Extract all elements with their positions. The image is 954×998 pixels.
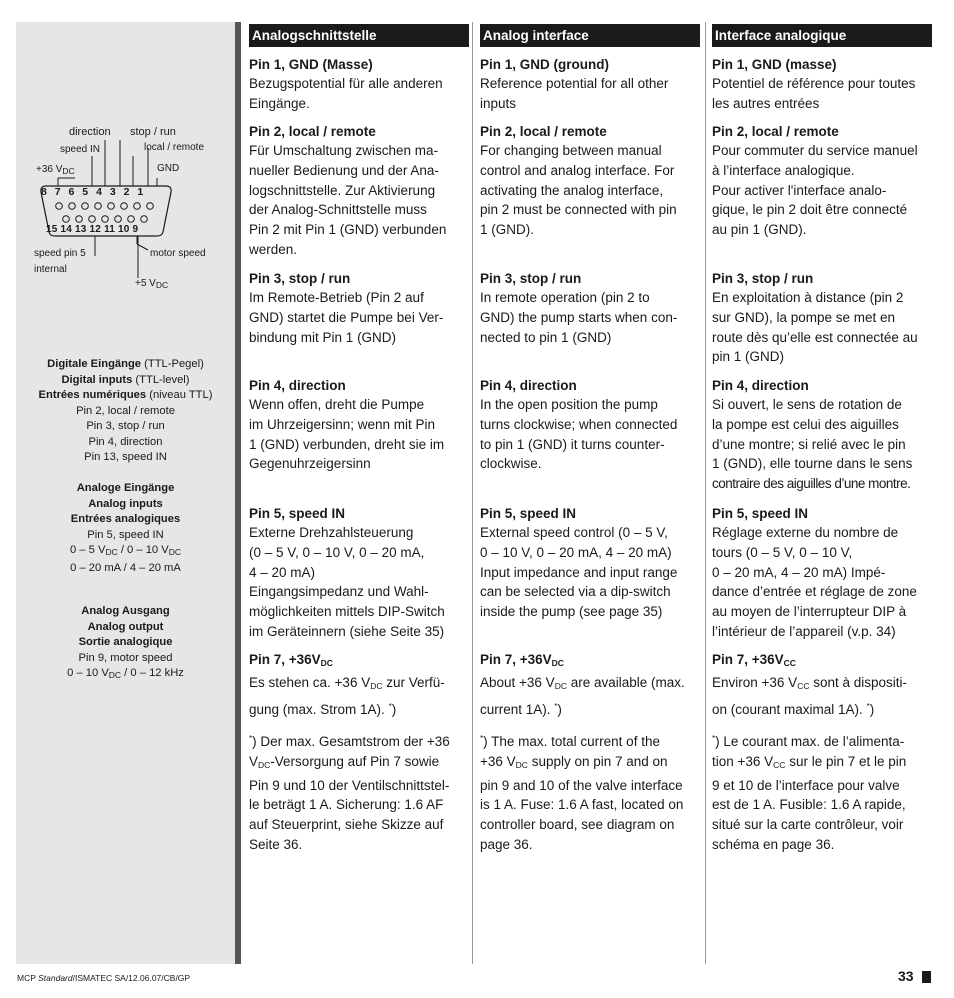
pin5-text: Externe Drehzahlsteuerung (0 – 5 V, 0 – 10 V, 0 – 20 mA, 4 – 20 mA) Eingangsimpedanz und Wahl- möglichkeiten mittels DIP-Switch im Geräteinnern (siehe Seite 35) [249, 525, 445, 639]
digital-pin: Pin 13, speed IN [84, 451, 167, 463]
bottom-pin-numbers [46, 224, 138, 235]
pin1-title: Pin 1, GND (masse) [712, 57, 837, 72]
footnote [249, 729, 471, 855]
label-internal: internal [34, 264, 67, 275]
pin-number: 12 [89, 224, 102, 235]
pin5-text: Réglage externe du nombre de tours (0 – 5 V, 0 – 10 V, 0 – 20 mA, 4 – 20 mA) Impé- dance d’entrée et réglage de zone au moyen de l’interrupteur DIP à l’intérieur de l’appareil (v.p. 34) [712, 525, 917, 639]
analog-in-title-de: Analoge Eingänge [76, 482, 175, 494]
pin5-title: Pin 5, speed IN [480, 506, 577, 521]
pin7-title: Pin 7, $+36V_{DC}$ [480, 652, 564, 668]
pin5-section [480, 504, 702, 622]
connector-diagram [30, 120, 230, 300]
analog-out-title-fr: Sortie analogique [78, 636, 173, 648]
pin-number: 1 [137, 186, 146, 198]
pin4-section [249, 376, 471, 474]
pin3-text: In remote operation (pin 2 to GND) the pump starts when con- nected to pin 1 (GND) [480, 290, 678, 345]
column-header: Analog interface [480, 24, 700, 47]
analog-output-block [16, 604, 235, 684]
pin1-title: Pin 1, GND (ground) [480, 57, 609, 72]
pin7-text: Es stehen ca. +36 $V_{DC}$ zur Verfü- gung (max. Strom 1A). *) [249, 675, 445, 717]
pin3-title: Pin 3, stop / run [249, 271, 351, 286]
pin2-title: Pin 2, local / remote [480, 124, 607, 139]
pin5-text: External speed control (0 – 5 V, 0 – 10 V, 0 – 20 mA, 4 – 20 mA) Input impedance and input range can be selected via a dip-switch inside the pump (see page 35) [480, 525, 678, 620]
pin2-section [712, 122, 934, 240]
label-motor-speed: motor speed [150, 248, 206, 259]
analog-inputs-block [16, 481, 235, 576]
analog-in-title-fr: Entrées analogiques [70, 513, 181, 525]
pin4-title: Pin 4, direction [249, 378, 346, 393]
pin1-section [480, 55, 702, 114]
label-speed-pin5: speed pin 5 [34, 248, 86, 259]
pin1-section [712, 55, 934, 114]
pin4-text: Si ouvert, le sens de rotation de la pompe est celui des aiguilles d’une montre; si relié avec le pin 1 (GND), elle tourne dans le sens [712, 397, 913, 472]
pin-number: 14 [60, 224, 73, 235]
pin4-section [712, 376, 934, 494]
sidebar-rule [235, 22, 241, 964]
pin7-section [249, 650, 471, 720]
column-header: Interface analogique [712, 24, 932, 47]
pin1-text: Reference potential for all other inputs [480, 76, 669, 111]
pin5-title: Pin 5, speed IN [712, 506, 809, 521]
label-local-remote: local / remote [144, 142, 205, 153]
pin1-title: Pin 1, GND (Masse) [249, 57, 373, 72]
pin-number: 4 [96, 186, 105, 198]
pin2-section [249, 122, 471, 260]
pin2-text: For changing between manual control and analog interface. For activating the analog interface, pin 2 must be connected with pin 1 (GND). [480, 143, 677, 238]
pin3-title: Pin 3, stop / run [480, 271, 582, 286]
pin1-text: Potentiel de référence pour toutes les autres entrées [712, 76, 916, 111]
pin-number: 5 [82, 186, 91, 198]
pin3-text: Im Remote-Betrieb (Pin 2 auf GND) startet die Pumpe bei Ver- bindung mit Pin 1 (GND) [249, 290, 444, 345]
column-header: Analogschnittstelle [249, 24, 469, 47]
pin7-title: Pin 7, $+36V_{DC}$ [249, 652, 333, 668]
pin2-section [480, 122, 702, 240]
label-stop-run: stop / run [130, 126, 176, 138]
pin-number: 2 [123, 186, 132, 198]
digital-pin: Pin 2, local / remote [76, 404, 175, 417]
pin5-section [249, 504, 471, 642]
analog-in-range-voltage: 0 – 5 $V_{DC} / 0 - 10$ $V_{DC}$ [69, 544, 181, 557]
column-english [480, 24, 700, 852]
pin-number: 9 [132, 224, 139, 235]
analog-in-title-en: Analog inputs [88, 497, 163, 510]
footer-document-reference: MCP Standard/ISMATEC SA/12.06.07/CB/GP [17, 973, 191, 983]
analog-in-range-current: 0 – 20 mA / 4 – 20 mA [70, 561, 181, 574]
pin1-text: Bezugspotential für alle anderen Eingänge. [249, 76, 443, 111]
label-plus36v: +36 $V_{DC}$ [36, 164, 75, 176]
pin4-section [480, 376, 702, 474]
pin-number: 13 [75, 224, 87, 235]
pin3-text: En exploitation à distance (pin 2 sur GND), la pompe se met en route dès qu’elle est connectée au pin 1 (GND) [712, 290, 918, 365]
footnote-text: *) The max. total current of the +36 $V_{DC}$ supply on pin 7 and on pin 9 and 10 of the valve interface is 1 A. Fuse: 1.6 A fast, located on controller board, see diagram on page 36. [480, 734, 684, 852]
analog-out-title-de: Analog Ausgang [81, 605, 170, 617]
pin-number: 6 [68, 186, 77, 198]
pin-number: 7 [54, 186, 64, 198]
analog-out-range: 0 – 10 $V_{DC} / 0 - 12$ kHz [67, 667, 184, 680]
footnote [480, 729, 702, 855]
pin7-title: Pin 7, $+36V_{CC}$ [712, 652, 796, 668]
digital-title-de: Digitale Eingänge (TTL-Pegel) [47, 358, 204, 370]
pin3-section [249, 269, 471, 347]
page-marker-square [922, 971, 931, 983]
digital-title-fr: Entrées numériques (niveau TTL) [38, 389, 213, 401]
label-plus5v: +5 $V_{DC}$ [135, 278, 169, 290]
digital-title-en: Digital inputs (TTL-level) [61, 373, 190, 386]
pin5-title: Pin 5, speed IN [249, 506, 346, 521]
page-number: 33 [898, 968, 914, 984]
top-pin-numbers [41, 186, 146, 198]
footnote-text: *) Der max. Gesamtstrom der +36 $V_{DC}$-Versorgung auf Pin 7 sowie Pin 9 und 10 der Ventilschnittstel- le beträgt 1 A. Sicherung: 1.6 AF auf Steuerprint, siehe Skizze auf Seite 36. [249, 734, 450, 852]
column-french [712, 24, 932, 852]
pin-number: 15 [46, 224, 58, 235]
pin4-text: In the open position the pump turns clockwise; when connected to pin 1 (GND) it turns counter- clockwise. [480, 397, 678, 472]
footnote [712, 729, 934, 855]
pin7-section [480, 650, 702, 720]
pin4-text-last-line: contraire des aiguilles d’une montre. [712, 476, 911, 492]
digital-pin: Pin 3, stop / run [86, 420, 165, 432]
column-german [249, 24, 469, 852]
footnote-text: *) Le courant max. de l’alimenta- tion +36 $V_{CC}$ sur le pin 7 et le pin 9 et 10 de l’interface pour valve est de 1 A. Fusible: 1.6 A rapide, situé sur la carte contrôleur, voir schéma en page 36. [712, 734, 907, 852]
pin3-title: Pin 3, stop / run [712, 271, 814, 286]
digital-inputs-block [16, 357, 235, 466]
pin4-text: Wenn offen, dreht die Pumpe im Uhrzeigersinn; wenn mit Pin 1 (GND) verbunden, dreht sie im Gegenuhrzeigersinn [249, 397, 445, 472]
pin7-text: Environ +36 $V_{CC}$ sont à dispositi- on (courant maximal 1A). *) [712, 675, 908, 717]
pin4-title: Pin 4, direction [712, 378, 809, 393]
pin2-title: Pin 2, local / remote [249, 124, 376, 139]
pin2-text: Für Umschaltung zwischen ma- nueller Bedienung und der Ana- logschnittstelle. Zur Aktivierung der Analog-Schnittstelle muss Pin 2 mit Pin 1 (GND) verbunden werden. [249, 143, 447, 257]
pin-number: 10 [118, 224, 130, 235]
label-direction: direction [69, 126, 111, 138]
pin1-section [249, 55, 471, 114]
pin2-text: Pour commuter du service manuel à l’interface analogique. Pour activer l'interface analo- gique, le pin 2 doit être connecté au pin 1 (GND). [712, 143, 918, 238]
label-speed-in: speed IN [60, 144, 101, 155]
pin7-text: About +36 $V_{DC}$ are available (max. current 1A). *) [480, 675, 685, 717]
pin-number: 3 [109, 186, 119, 198]
pin3-section [712, 269, 934, 367]
label-gnd: GND [157, 163, 180, 174]
pin3-section [480, 269, 702, 347]
column-divider [472, 22, 473, 964]
analog-out-pin: Pin 9, motor speed [78, 651, 173, 664]
pin2-title: Pin 2, local / remote [712, 124, 839, 139]
pin-number: 8 [41, 186, 50, 198]
analog-out-title-en: Analog output [87, 620, 164, 633]
pin-number: 11 [104, 224, 116, 235]
analog-in-pin: Pin 5, speed IN [87, 528, 164, 541]
pin5-section [712, 504, 934, 642]
column-divider [705, 22, 706, 964]
pin7-section [712, 650, 934, 720]
digital-pin: Pin 4, direction [88, 435, 163, 448]
pin4-title: Pin 4, direction [480, 378, 577, 393]
